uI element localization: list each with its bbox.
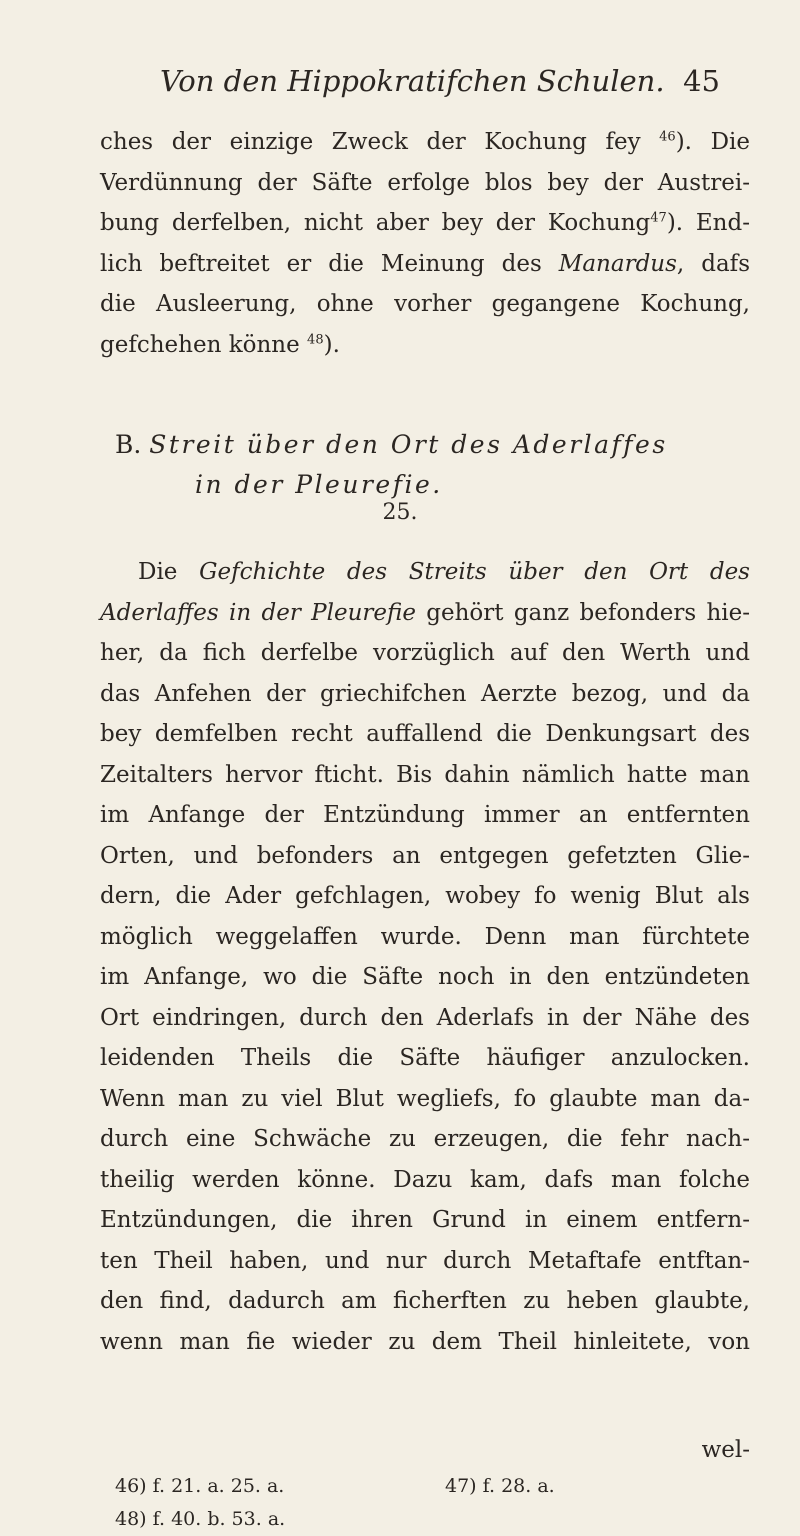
text-line: Wenn man zu viel Blut wegliefs, fo glaubte man da- — [100, 1085, 750, 1112]
text-line: im Anfange, wo die Säfte noch in den entzündeten — [100, 964, 750, 990]
text-line: bung derfelben, nicht aber bey der Kochung$^{47}$). End- — [100, 210, 750, 236]
text-line: ten Theil haben, und nur durch Metaftafe entftan- — [100, 1247, 750, 1274]
header-title: Von den Hippokratifchen Schulen. — [160, 64, 665, 98]
text-line: Ort eindringen, durch den Aderlafs in der Nähe des — [100, 1004, 750, 1031]
footnote: 47) f. 28. a. — [445, 1475, 555, 1497]
text-line: ches der einzige Zweck der Kochung fey $^{46}$). Die — [100, 129, 750, 155]
text-line: her, da fich derfelbe vorzüglich auf den Werth und — [100, 640, 750, 666]
text-line: im Anfange der Entzündung immer an entfernten — [100, 802, 750, 828]
author-name: Manardus — [558, 250, 677, 277]
running-header — [160, 64, 720, 98]
text-line: lich beftreitet er die Meinung des Manardus, dafs — [100, 250, 751, 277]
text-line: die Ausleerung, ohne vorher gegangene Kochung, — [100, 291, 750, 317]
footnote-ref: 48 — [307, 331, 324, 347]
footnotes — [115, 1470, 555, 1536]
text-line: durch eine Schwäche zu erzeugen, die fehr nach- — [100, 1126, 750, 1152]
footnote-ref: 46 — [659, 129, 676, 145]
catchword: wel- — [701, 1437, 750, 1463]
section-label: B. — [115, 430, 142, 459]
footnote: 46) f. 21. a. 25. a. — [115, 1475, 285, 1497]
text-line: gefchehen könne $^{48}$). — [100, 331, 340, 358]
section-title-line1: Streit über den Ort des Aderlaffes — [149, 430, 668, 459]
footnote: 48) f. 40. b. 53. a. — [115, 1508, 286, 1530]
footnote-ref: 47 — [650, 210, 667, 226]
text-line: Orten, und befonders an entgegen gefetzten Glie- — [100, 842, 750, 869]
text-line: leidenden Theils die Säfte häufiger anzulocken. — [100, 1045, 750, 1071]
paragraph-1 — [100, 122, 750, 365]
text-line: bey demfelben recht auffallend die Denkungsart des — [100, 721, 750, 747]
section-title-line2: in der Pleurefie. — [195, 470, 443, 499]
text-line: Entzündungen, die ihren Grund in einem entfern- — [100, 1207, 750, 1233]
text-line: dern, die Ader gefchlagen, wobey fo wenig Blut als — [100, 883, 750, 909]
section-heading — [115, 425, 668, 505]
page-number: 45 — [683, 64, 720, 98]
text-line: den find, dadurch am ficherften zu heben glaubte, — [100, 1288, 750, 1314]
section-number: 25. — [382, 500, 418, 525]
paragraph-2 — [100, 552, 750, 1362]
text-line: Zeitalters hervor fticht. Bis dahin nämlich hatte man — [100, 761, 750, 788]
text-line: Aderlaffes in der Pleurefie gehört ganz befonders hie- — [100, 599, 750, 626]
text-line: das Anfehen der griechifchen Aerzte bezog, und da — [100, 680, 750, 707]
text-line: Verdünnung der Säfte erfolge blos bey der Austrei- — [100, 169, 750, 196]
text-line: Die Gefchichte des Streits über den Ort des — [138, 559, 750, 585]
text-line: theilig werden könne. Dazu kam, dafs man folche — [100, 1166, 750, 1193]
text-line: wenn man fie wieder zu dem Theil hinleitete, von — [100, 1328, 750, 1355]
text-line: möglich weggelaffen wurde. Denn man fürchtete — [100, 923, 750, 950]
